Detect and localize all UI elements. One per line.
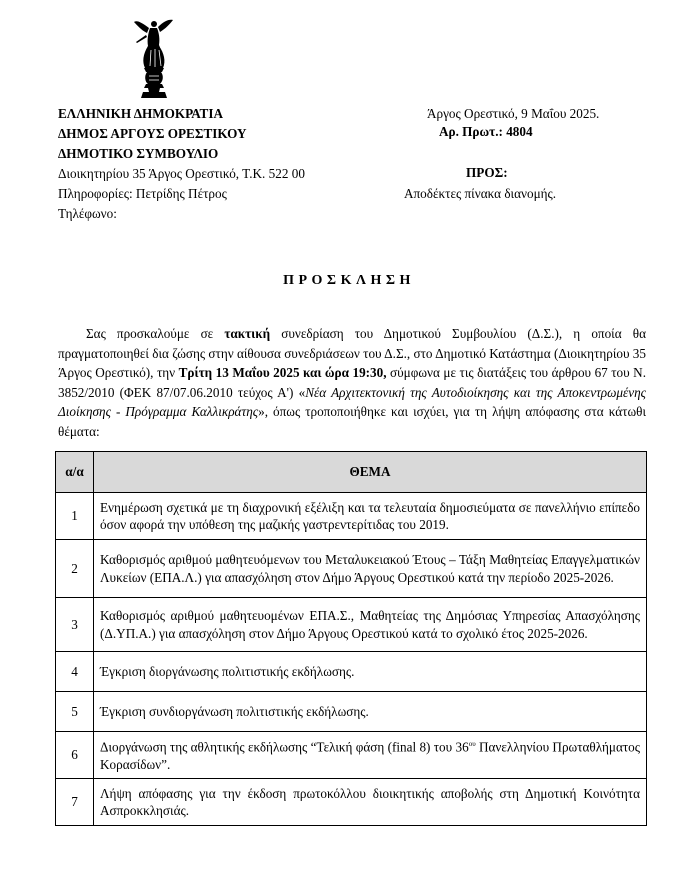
row-topic-part: Πανελληνίου Πρωταθλήματος Κορασίδων”.	[100, 739, 640, 773]
table-row	[56, 598, 647, 652]
address-line: Διοικητηρίου 35 Άργος Ορεστικό, Τ.Κ. 522 00	[58, 166, 305, 181]
place-date: Άργος Ορεστικό, 9 Μαΐου 2025.	[427, 106, 600, 121]
col-header-num: α/α	[56, 452, 94, 493]
emblem-logo	[131, 18, 177, 100]
body-part: σύμφωνα με τις διατάξεις του άρθρου 67 του Ν. 3852/2010 (ΦΕΚ 87/07.06.2010 τεύχος Α') «	[58, 365, 646, 400]
document-title: ΠΡΟΣΚΛΗΣΗ	[283, 273, 415, 288]
table-row	[56, 779, 647, 826]
protocol-number: Αρ. Πρωτ.: 4804	[439, 124, 533, 139]
col-header-topic: ΘΕΜΑ	[94, 452, 647, 493]
row-topic: Καθορισμός αριθμού μαθητευομένων ΕΠΑ.Σ., Μαθητείας της Δημόσιας Υπηρεσίας Απασχόλησης (Δ.ΥΠ.Α.) για απασχόληση στον Δήμο Άργους Ορεστικού κατά το σχολικό έτος 2025-2026.	[94, 598, 647, 652]
row-num: 7	[56, 779, 94, 826]
info-line: Πληροφορίες: Πετρίδης Πέτρος	[58, 186, 227, 201]
agenda-table	[55, 451, 647, 826]
row-num: 4	[56, 652, 94, 692]
row-num: 6	[56, 732, 94, 779]
row-num: 3	[56, 598, 94, 652]
to-label: ΠΡΟΣ:	[466, 165, 508, 180]
row-topic: Έγκριση συνδιοργάνωση πολιτιστικής εκδήλωσης.	[94, 692, 647, 732]
invitation-paragraph	[58, 324, 646, 441]
row-topic	[94, 732, 647, 779]
law-title: Νέα Αρχιτεκτονική της Αυτοδιοίκησης και της Αποκεντρωμένης Διοίκησης - Πρόγραμμα Καλλικράτης	[58, 384, 646, 419]
row-topic: Λήψη απόφασης για την έκδοση πρωτοκόλλου διοικητικής αποβολής στη Δημοτική Κοινότητα Ασπροκκλησιάς.	[94, 779, 647, 826]
table-row	[56, 692, 647, 732]
table-row	[56, 540, 647, 598]
row-topic: Καθορισμός αριθμού μαθητευόμενων του Μεταλυκειακού Έτους – Τάξη Μαθητείας Επαγγελματικών Λυκείων (ΕΠΑ.Λ.) για απασχόληση στον Δήμο Άργους Ορεστικού κατά την περίοδο 2025-2026.	[94, 540, 647, 598]
ordinal-suffix: ου	[468, 740, 476, 749]
session-datetime: Τρίτη 13 Μαΐου 2025 και ώρα 19:30,	[178, 365, 387, 380]
table-header-row	[56, 452, 647, 493]
table-row	[56, 732, 647, 779]
table-row	[56, 493, 647, 540]
header-left	[58, 104, 305, 224]
body-part: », όπως τροποποιήθηκε και ισχύει, για τη λήψη απόφασης στα κάτωθι θέματα:	[58, 404, 646, 439]
row-topic: Έγκριση διοργάνωσης πολιτιστικής εκδήλωσης.	[94, 652, 647, 692]
table-row	[56, 652, 647, 692]
row-num: 2	[56, 540, 94, 598]
phone-line: Τηλέφωνο:	[58, 206, 117, 221]
row-topic-part: Διοργάνωση της αθλητικής εκδήλωσης “Τελική φάση (final 8) του 36	[100, 739, 469, 755]
republic-name: ΕΛΛΗΝΙΚΗ ΔΗΜΟΚΡΑΤΙΑ	[58, 106, 223, 121]
row-topic: Ενημέρωση σχετικά με τη διαχρονική εξέλιξη και τα τελευταία δημοσιεύματα σε πανελλήνιο επίπεδο όσον αφορά την υπόθεση της μαζικής γαστρεντερίτιδας του 2019.	[94, 493, 647, 540]
body-part: Σας προσκαλούμε σε	[86, 326, 225, 341]
row-num: 5	[56, 692, 94, 732]
session-type: τακτική	[224, 326, 271, 341]
municipality-name: ΔΗΜΟΣ ΑΡΓΟΥΣ ΟΡΕΣΤΙΚΟΥ	[58, 126, 247, 141]
recipients: Αποδέκτες πίνακα διανομής.	[404, 186, 557, 201]
row-num: 1	[56, 493, 94, 540]
council-name: ΔΗΜΟΤΙΚΟ ΣΥΜΒΟΥΛΙΟ	[58, 146, 219, 161]
body-part: συνεδρίαση του Δημοτικού Συμβουλίου (Δ.Σ.), η οποία θα πραγματοποιηθεί δια ζώσης στην αίθουσα συνεδριάσεων του Δ.Σ., στο Δημοτικό Κατάστημα (Διοικητηρίου 35 Άργος Ορεστικό), την	[58, 326, 646, 380]
